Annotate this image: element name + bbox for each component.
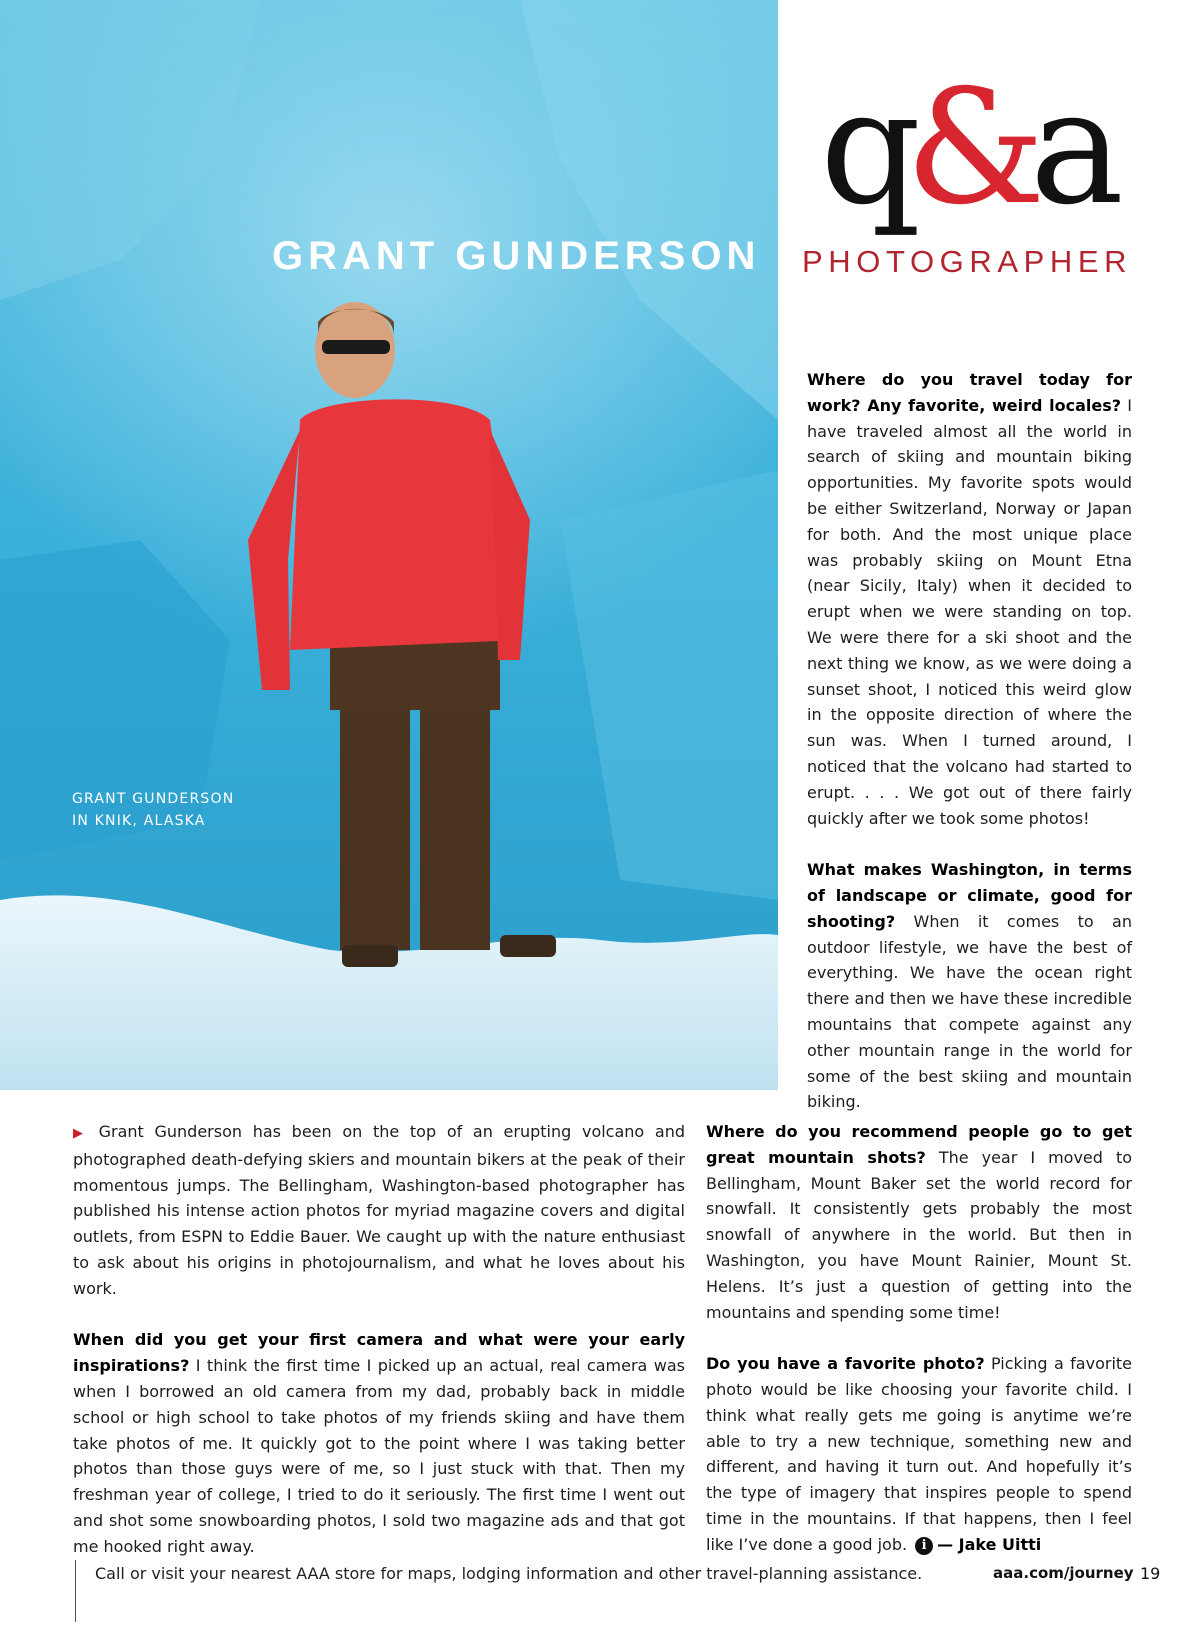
answer: Picking a favorite photo would be like choosing your favorite child. I think what really gets me going is anytime we’re able to try a new technique, something new and different, and having it turn out. And hopefully it’s the type of imagery that inspires people to spend time in the mountains. If that happens, then I feel like I’ve done a good job. <box>706 1354 1133 1554</box>
intro-text: Grant Gunderson has been on the top of an erupting volcano and photographed death-defying skiers and mountain bikers at the peak of their momentous jumps. The Bellingham, Washington-based photographer has published his intense action photos for myriad magazine covers and digital outlets, from ESPN to Eddie Bauer. We caught up with the nature enthusiast to ask about his origins in photojournalism, and what he loves about his work. <box>73 1122 685 1298</box>
qa-item <box>706 1351 1132 1557</box>
answer: The year I moved to Bellingham, Mount Baker set the world record for snowfall. It consistently gets probably the most snowfall of anywhere in the world. But then in Washington, you have Mount Rainier, Mount St. Helens. It’s just a question of getting into the mountains and spending some time! <box>706 1147 1133 1322</box>
qa-item <box>73 1327 685 1559</box>
footer-link[interactable]: aaa.com/journey <box>993 1564 1134 1582</box>
caption-line: GRANT GUNDERSON <box>72 791 235 807</box>
qa-item <box>706 1119 1132 1325</box>
photo-name-heading: GRANT GUNDERSON <box>272 234 761 278</box>
triangle-bullet-icon: ▶ <box>73 1126 89 1141</box>
intro-paragraph <box>73 1119 685 1302</box>
hero-photo <box>0 0 778 1090</box>
logo-a: a <box>1029 56 1125 240</box>
caption-line: IN KNIK, ALASKA <box>72 813 206 829</box>
logo-q: q <box>820 56 922 240</box>
question: Where do you recommend people go to get great mountain shots? <box>706 1122 1132 1167</box>
question: When did you get your first camera and what were your early inspirations? <box>73 1330 685 1376</box>
qa-item <box>807 857 1132 1115</box>
qa-column-right-bottom <box>706 1119 1132 1583</box>
answer: I think the first time I picked up an actual, real camera was when I borrowed an old camera from my dad, probably back in middle school or high school to take photos of my friends skiing and have them take photos of me. It quickly got to the point where I was taking better photos than those guys were of me, so I just stuck with that. Then my freshman year of college, I tried to do it seriously. The first time I went out and shot some snowboarding photos, I sold two magazine ads and that got me hooked right away. <box>73 1356 685 1556</box>
photo-caption <box>72 788 234 832</box>
question: Where do you travel today for work? Any favorite, weird locales? <box>807 370 1132 415</box>
answer: When it comes to an outdoor lifestyle, we have the best of everything. We have the ocean right there and then we have these incredible mountains that compete against any other mountain range in the world for some of the best skiing and mountain biking. <box>807 911 1132 1112</box>
article-column-left <box>73 1119 685 1585</box>
qa-column-right-top <box>807 367 1132 1141</box>
answer: I have traveled almost all the world in search of skiing and mountain biking opportunities. My favorite spots would be either Switzerland, Norway or Japan for both. And the most unique place was probably skiing on Mount Etna (near Sicily, Italy) when it decided to erupt when we were standing on top. We were there for a ski shoot and the next thing we know, as we were doing a sunset shoot, I noticed this weird glow in the opposite direction of where the sun was. When I turned around, I noticed that the volcano had started to erupt. . . . We got out of there fairly quickly after we took some photos! <box>807 395 1132 828</box>
footer-text: Call or visit your nearest AAA store for maps, lodging information and other travel-planning assistance. <box>95 1564 923 1583</box>
author-credit: — Jake Uitti <box>937 1534 1042 1554</box>
question: Do you have a favorite photo? <box>706 1354 985 1374</box>
page-number: 19 <box>1140 1564 1161 1583</box>
info-icon: i <box>915 1537 933 1555</box>
qa-logo <box>820 56 1125 240</box>
role-title: PHOTOGRAPHER <box>802 244 1133 279</box>
question: What makes Washington, in terms of landscape or climate, good for shooting? <box>807 860 1132 931</box>
glacier-photo-image <box>0 0 778 1090</box>
logo-ampersand: & <box>905 56 1046 240</box>
qa-item <box>807 367 1132 831</box>
footer-divider <box>75 1560 76 1622</box>
